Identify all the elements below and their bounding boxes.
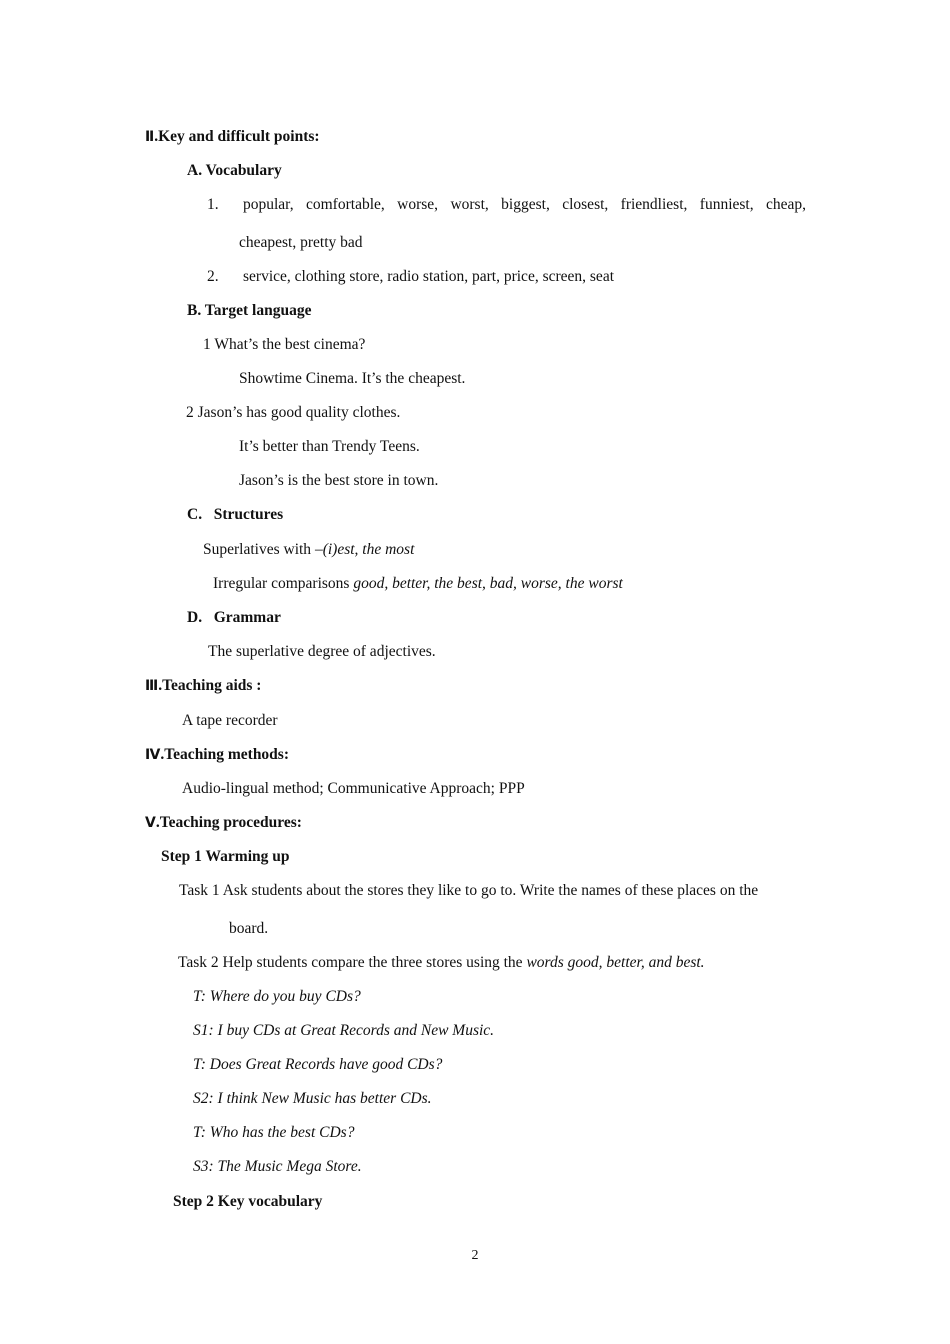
structures-line-2: Irregular comparisons good, better, the best, bad, worse, the worst — [213, 575, 623, 592]
roman-numeral: Ⅴ — [145, 815, 156, 831]
task-1-text: Task 1 Ask students about the stores they like to go to. Write the names of these places on the — [179, 882, 759, 899]
vocab-item-1-continued: cheapest, pretty bad — [239, 234, 363, 251]
roman-numeral: Ⅲ — [145, 678, 159, 694]
dialogue-line: S2: I think New Music has better CDs. — [193, 1090, 432, 1107]
grammar-heading: D. Grammar — [187, 609, 281, 626]
vocab-word: closest, — [562, 196, 609, 213]
vocab-item-1-words — [243, 195, 806, 215]
step-1-heading: Step 1 Warming up — [161, 848, 290, 865]
dialogue-line: T: Who has the best CDs? — [193, 1124, 355, 1141]
teaching-aids-text: A tape recorder — [182, 712, 278, 729]
section-iv-heading: Ⅳ.Teaching methods: — [145, 746, 289, 763]
section-iii-heading: Ⅲ.Teaching aids : — [145, 677, 262, 694]
vocab-word: worst, — [450, 196, 489, 213]
vocab-word: funniest, — [699, 196, 754, 213]
target-answer-1: Showtime Cinema. It’s the cheapest. — [239, 370, 466, 387]
dialogue-line: T: Does Great Records have good CDs? — [193, 1056, 443, 1073]
target-question-2: 2 Jason’s has good quality clothes. — [186, 404, 401, 421]
roman-numeral: Ⅳ — [145, 747, 161, 763]
vocabulary-heading: A. Vocabulary — [187, 162, 282, 179]
vocab-word: worse, — [397, 196, 439, 213]
grammar-text: The superlative degree of adjectives. — [208, 643, 436, 660]
dialogue-line: S3: The Music Mega Store. — [193, 1158, 362, 1175]
task-1-continued: board. — [229, 920, 269, 937]
section-v-heading: Ⅴ.Teaching procedures: — [145, 814, 302, 831]
roman-numeral: Ⅱ — [145, 129, 155, 145]
dialogue-line: T: Where do you buy CDs? — [193, 988, 361, 1005]
vocab-word: cheap, — [765, 196, 806, 213]
vocab-word: popular, — [243, 196, 294, 213]
vocab-word: comfortable, — [306, 196, 385, 213]
structures-heading: C. Structures — [187, 506, 284, 523]
target-answer-2b: Jason’s is the best store in town. — [239, 472, 439, 489]
vocab-word: friendliest, — [620, 196, 688, 213]
target-question-1: 1 What’s the best cinema? — [203, 336, 366, 353]
vocab-item-1-number: 1. — [207, 196, 219, 213]
target-answer-2a: It’s better than Trendy Teens. — [239, 438, 420, 455]
structures-line-1: Superlatives with –(i)est, the most — [203, 541, 415, 558]
target-language-heading: B. Target language — [187, 302, 312, 319]
vocab-item-2-text: service, clothing store, radio station, part, price, screen, seat — [243, 268, 615, 285]
dialogue-line: S1: I buy CDs at Great Records and New Music. — [193, 1022, 495, 1039]
vocab-item-2-number: 2. — [207, 268, 219, 285]
teaching-methods-text: Audio-lingual method; Communicative Approach; PPP — [182, 780, 525, 797]
page-number: 2 — [471, 1248, 479, 1263]
step-2-heading: Step 2 Key vocabulary — [173, 1193, 323, 1210]
section-ii-heading: Ⅱ.Key and difficult points: — [145, 128, 320, 145]
task-2-text: Task 2 Help students compare the three stores using the words good, better, and best. — [178, 954, 705, 971]
vocab-word: biggest, — [501, 196, 550, 213]
